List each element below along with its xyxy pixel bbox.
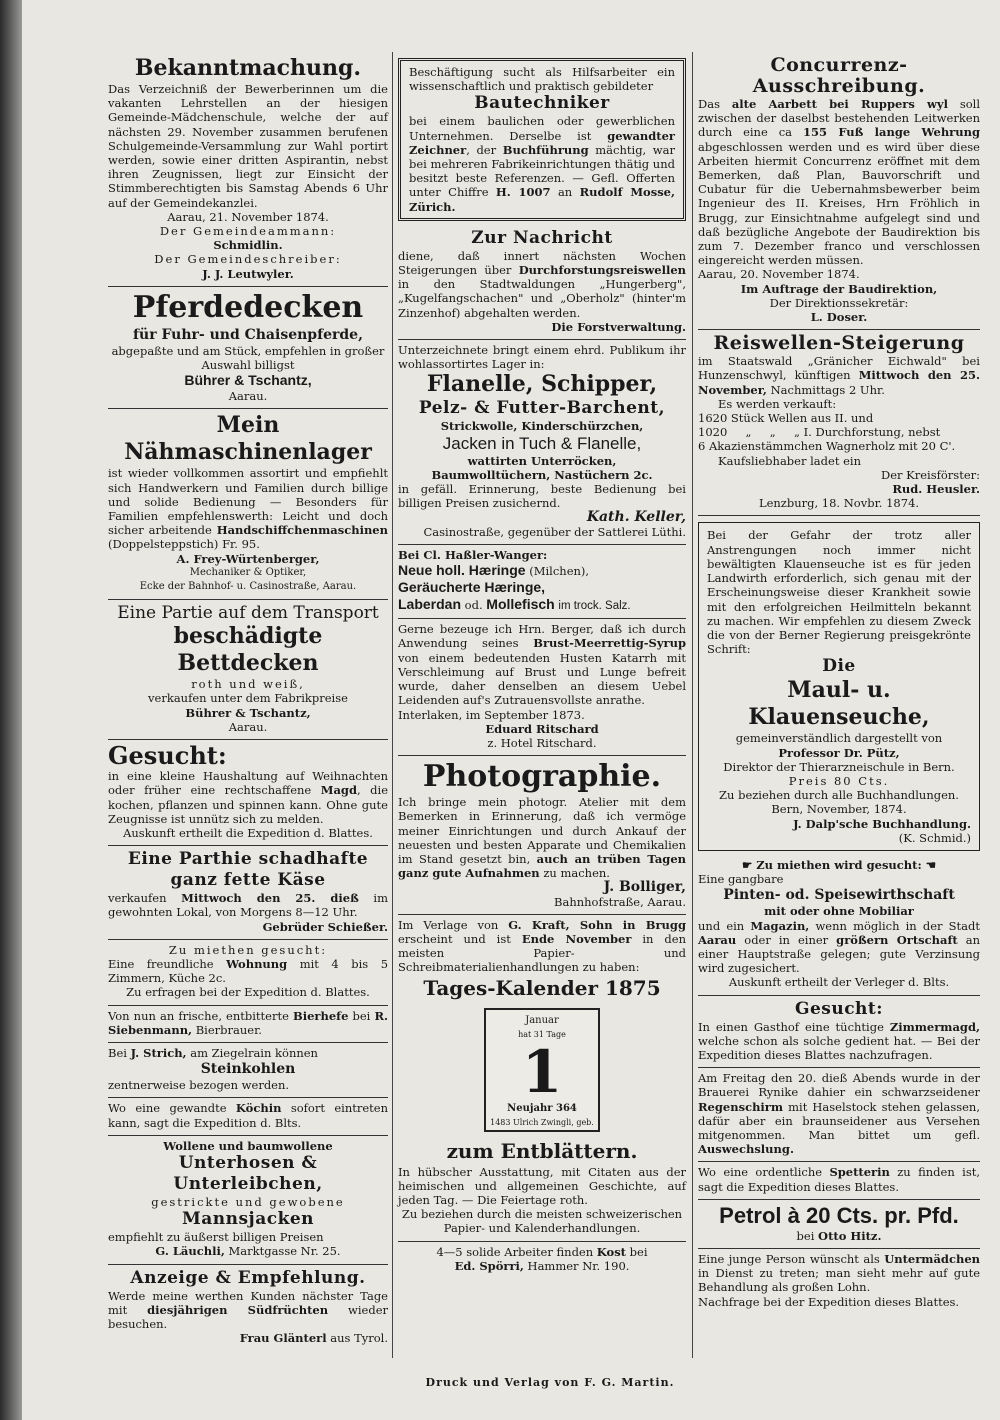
ad-address: Hammer Nr. 190. xyxy=(527,1258,630,1273)
ad-anzeige xyxy=(108,1265,388,1351)
ad-text: wieder besuchen. xyxy=(108,1302,388,1331)
ad-text: Wo eine ordentliche xyxy=(698,1165,823,1180)
calendar-day-name: Neujahr 364 xyxy=(507,1102,577,1114)
ad-body xyxy=(398,795,686,880)
ad-bold-text: 155 Fuß lange Wehrung xyxy=(803,125,981,140)
ad-petrol xyxy=(698,1200,980,1249)
ad-body xyxy=(108,891,388,919)
ad-firm: Ed. Spörri, xyxy=(454,1258,524,1273)
ad-title: Flanelle, Schipper, xyxy=(426,371,658,398)
ad-item-name: Mollefisch xyxy=(486,596,555,613)
ad-pferdedecken xyxy=(108,287,388,410)
ad-body xyxy=(398,622,686,707)
ad-address: Bahnhofstraße, Aarau. xyxy=(554,894,686,909)
column-rule-left xyxy=(392,52,393,1358)
ad-text: welche schon als solche gedient hat. — Bei der Expedition dieses Blattes nachzufragen. xyxy=(698,1033,980,1062)
ad-text: In einen Gasthof eine tüchtige xyxy=(698,1019,884,1034)
ad-text: und ein xyxy=(698,918,745,933)
ad-title: zum Entblättern. xyxy=(446,1138,638,1163)
ad-bold-text: auch an trüben Tagen ganz gute Aufnahmen xyxy=(398,851,687,881)
ad-bold-text: Handschiffchenmaschinen xyxy=(216,523,388,538)
ad-body: In hübscher Ausstattung, mit Citaten aus der heimischen und allgemeinen Geschichte, auf jeden Tag. — Die Feiertage roth. xyxy=(398,1164,686,1207)
ad-body xyxy=(698,919,980,976)
signature-role: Der Kreisförster: xyxy=(880,467,980,482)
ad-bold-text: Brust-Meerrettig-Syrup xyxy=(533,636,686,651)
ad-bold-text: Wohnung xyxy=(226,956,288,971)
ad-text: zu machen. xyxy=(543,866,610,881)
ad-kaese xyxy=(108,846,388,940)
ad-title: Pelz- & Futter-Barchent, xyxy=(418,398,666,419)
ad-bekanntmachung xyxy=(108,52,388,287)
ad-subtitle: für Fuhr- und Chaisenpferde, xyxy=(133,326,363,343)
ad-body xyxy=(698,354,980,397)
ad-heading xyxy=(698,858,980,872)
ad-body xyxy=(108,1046,388,1060)
ad-bold-text: gewandter Zeichner xyxy=(409,128,675,157)
ad-body xyxy=(698,1020,980,1063)
ad-regenschirm xyxy=(698,1068,980,1162)
ad-address: Casinostraße, gegenüber der Sattlerei Lüthi. xyxy=(423,524,686,539)
ad-text: Gerne bezeuge ich Hrn. Berger, daß ich durch Anwendung seines xyxy=(398,622,686,651)
ad-bold-text: größern Ortschaft xyxy=(836,932,958,947)
ad-body xyxy=(108,1101,388,1129)
ad-spetterin xyxy=(698,1162,980,1199)
ad-date: Interlaken, im September 1873. xyxy=(398,707,585,722)
ad-firm: J. Strich, xyxy=(130,1045,187,1060)
ad-info: Auskunft ertheilt die Expedition d. Blattes. xyxy=(123,825,373,840)
ad-text: mit Haselstock stehen gelassen, dafür aber ein braunseidener aus Versehen mitgenommen. Man bittet um gefl. xyxy=(698,1099,980,1142)
ad-firm: G. Kraft, Sohn in Brugg xyxy=(508,917,686,932)
ad-text: Am Freitag den 20. dieß Abends wurde in der Brauerei Rynike dahier ein schwarzseidener xyxy=(698,1071,980,1100)
ad-title: Pinten- od. Speisewirthschaft xyxy=(723,887,955,904)
ad-text: von einem bedeutenden Husten Katarrh mit Verschleimung auf Brust und Lunge befreit wurde, daher denselben an diesem Uebel Leidenden auf's Zutrauensvollste anrathe. xyxy=(398,650,686,708)
ad-signature xyxy=(108,1331,388,1345)
ad-role: Direktor der Thierarzneischule in Bern. xyxy=(723,759,955,774)
ad-body: Zu beziehen durch alle Buchhandlungen. xyxy=(719,788,959,803)
ad-line: Kaufsliebhaber ladet ein xyxy=(718,453,861,468)
calendar-page-illustration xyxy=(484,1008,600,1132)
ad-bold-text: Untermädchen xyxy=(884,1252,981,1266)
ad-untermaedchen xyxy=(698,1249,980,1314)
ad-line: 1020 „ „ „ I. Durchforstung, nebst xyxy=(698,425,941,440)
ad-price: Preis 80 Cts. xyxy=(788,773,890,788)
signature-role: Der Direktionssekretär: xyxy=(769,295,909,310)
ad-firm: Bührer & Tschantz, xyxy=(185,705,311,720)
ad-chiffre: H. 1007 xyxy=(495,185,551,200)
ad-body: Unterzeichnete bringt einem ehrd. Publikum ihr wohlassortirtes Lager in: xyxy=(398,343,686,372)
ad-body xyxy=(108,769,388,826)
ad-title: Mannsjacken xyxy=(181,1209,315,1230)
ad-firm: A. Frey-Würtenberger, xyxy=(176,551,320,566)
ad-item-name: Neue holl. Hæringe xyxy=(398,562,526,579)
ad-signature: Die Forstverwaltung. xyxy=(551,319,686,334)
ad-title: Zur Nachricht xyxy=(471,227,613,248)
ad-bautechniker xyxy=(398,58,686,221)
ad-kalender xyxy=(398,915,686,1242)
ad-text: Nachmittags 2 Uhr. xyxy=(770,382,885,397)
ad-text: abgeschlossen werden und es wird über diese Arbeiten hiermit Concurrenz eröffnet mit dem Bemerken, daß Plan, Bauvorschrift und Cubatur für die Uebernahmsbewerber beim Ingenieur des II. Kreises, Hrn Fröhlich in Brugg, zur Einsichtnahme aufgelegt sind und daß bezügliche Angebote der Baudirektion bis zum 7. Dezember franco und verschlossen eingereicht werden müssen. xyxy=(698,139,980,268)
ad-text: oder in einer xyxy=(744,932,829,947)
ad-place: Aarau. xyxy=(228,389,268,404)
ad-place: aus Tyrol. xyxy=(330,1331,388,1346)
ad-title: Gesucht: xyxy=(794,998,884,1019)
ad-body xyxy=(698,97,980,267)
ad-photographie xyxy=(398,756,686,915)
ad-gesucht-magd xyxy=(108,740,388,846)
ad-bold-text: Ende November xyxy=(521,931,632,946)
ad-title: Photographie. xyxy=(422,759,662,795)
ad-bold-text: Kost xyxy=(596,1244,626,1259)
ad-nachricht xyxy=(398,225,686,340)
ad-text: , die kochen, pflanzen und spinnen kann. Ohne gute Zeugnisse ist unnütz sich zu melden. xyxy=(108,783,389,826)
signature-role: Der Gemeindeschreiber: xyxy=(154,252,342,267)
signature-role: Der Gemeindeammann: xyxy=(159,224,337,239)
ad-flanelle xyxy=(398,340,686,545)
ad-text: in den meisten Papier- und Schreibmaterialienhandlungen zu haben: xyxy=(398,931,686,975)
ad-body xyxy=(698,1252,980,1295)
ad-text: mit 4 bis 5 Zimmern, Küche 2c. xyxy=(108,956,389,986)
ad-signature: Eduard Ritschard xyxy=(485,721,599,736)
ad-body xyxy=(108,1289,388,1332)
ad-text: soll zwischen der daselbst bestehenden Leitwerken durch eine ca xyxy=(698,97,981,140)
ad-body xyxy=(108,957,388,985)
ad-title: Mein Nähmaschinenlager xyxy=(124,412,372,466)
ad-title: ganz fette Käse xyxy=(170,870,326,891)
ad-wohnung xyxy=(108,940,388,1006)
ad-firm: Otto Hitz. xyxy=(818,1228,882,1243)
column-rule-right xyxy=(692,52,693,1358)
ad-signature xyxy=(108,1244,388,1258)
ad-role: Mechaniker & Optiker, xyxy=(189,566,307,578)
ad-firm: Kath. Keller, xyxy=(586,509,686,526)
ad-text: mächtig, war bei mehreren Fabrikeinrichtungen thätig und besitzt beste Referenzen. — Gefl. Offerten unter Chiffre xyxy=(409,142,676,200)
ad-date: Bern, November, 1874. xyxy=(771,802,907,817)
ad-bold-text: Bierhefe xyxy=(293,1008,349,1023)
ad-firm: (K. Schmid.) xyxy=(898,830,971,845)
ad-firm: Bührer & Tschantz, xyxy=(184,372,312,389)
ad-line: gestrickte und gewobene xyxy=(151,1194,345,1209)
ad-title: Eine Parthie schadhafte xyxy=(127,849,369,870)
ad-body: Zu beziehen durch die meisten schweizerischen Papier- und Kalenderhandlungen. xyxy=(401,1207,683,1236)
ad-date: Aarau, 21. November 1874. xyxy=(167,209,329,224)
ad-address: Ecke der Bahnhof- u. Casinostraße, Aarau. xyxy=(139,581,357,593)
ad-title: Bautechniker xyxy=(474,93,610,114)
ad-bold-text: Zimmermagd, xyxy=(889,1019,980,1034)
ad-text: Bei xyxy=(108,1045,127,1060)
ad-item-name: Laberdan xyxy=(398,596,462,613)
ad-text: Wo eine gewandte xyxy=(108,1101,227,1116)
ad-speisewirthschaft xyxy=(698,855,980,996)
ad-syrup xyxy=(398,619,686,756)
ad-title: Petrol à 20 Cts. pr. Pfd. xyxy=(719,1202,959,1228)
ad-bold-text: Mittwoch den 25. dieß xyxy=(181,891,359,906)
ad-bold-text: Magd xyxy=(320,783,358,798)
ad-text: Werde meine werthen Kunden nächster Tage mit xyxy=(108,1288,388,1317)
ad-body: roth und weiß, xyxy=(191,677,305,692)
ad-text: Eine junge Person wünscht als xyxy=(698,1252,880,1266)
ad-firm: J. Bolliger, xyxy=(603,879,686,896)
ad-koechin xyxy=(108,1098,388,1135)
ad-text: Eine freundliche xyxy=(108,956,214,971)
ad-body xyxy=(698,1071,980,1156)
ad-naehmaschinen xyxy=(108,409,388,600)
ad-bold-text: diesjährigen Südfrüchten xyxy=(147,1302,329,1317)
ad-zimmermagd xyxy=(698,996,980,1069)
ad-body: Eine gangbare xyxy=(698,872,784,887)
ad-bettdecken xyxy=(108,600,388,740)
ad-reiswellen xyxy=(698,330,980,516)
ad-text: erscheint und ist xyxy=(398,931,511,946)
calendar-subtitle: hat 31 Tage xyxy=(518,1029,566,1039)
ad-info: Nachfrage bei der Expedition dieses Blattes. xyxy=(698,1294,960,1309)
column-middle xyxy=(398,52,686,1278)
ad-text: Das xyxy=(698,97,720,111)
ad-item-note: im trock. Salz. xyxy=(558,600,631,613)
ad-unterhosen xyxy=(108,1136,388,1265)
ad-text: in eine kleine Haushaltung auf Weihnachten oder früher eine rechtschaffene xyxy=(108,769,388,798)
printer-imprint: Druck und Verlag von F. G. Martin. xyxy=(425,1376,675,1389)
pointing-hand-icon: ☛ xyxy=(741,857,753,872)
ad-title: Jacken in Tuch & Flanelle, xyxy=(442,433,642,453)
ad-body xyxy=(698,1165,980,1193)
ad-firm: J. Dalp'sche Buchhandlung. xyxy=(793,816,971,831)
ad-title: Reiswellen-Steigerung xyxy=(713,332,965,355)
ad-bierhefe xyxy=(108,1006,388,1043)
ad-role: Bierbrauer. xyxy=(195,1022,262,1037)
ad-heading: Zu miethen gesucht: xyxy=(168,942,328,957)
ad-kost xyxy=(398,1242,686,1278)
ad-bold-text: Auswechslung. xyxy=(698,1142,794,1157)
ad-body xyxy=(398,249,686,320)
ad-info: Zu erfragen bei der Expedition d. Blattes. xyxy=(126,985,370,1000)
ad-text: am Ziegelrain können xyxy=(190,1045,318,1060)
signature-name: Rud. Heusler. xyxy=(892,482,980,497)
ad-body: Beschäftigung sucht als Hilfsarbeiter ein wissenschaftlich und praktisch gebildeter xyxy=(409,65,675,94)
ad-title: Steinkohlen xyxy=(200,1061,296,1078)
ad-line: mit oder ohne Mobiliar xyxy=(764,904,914,919)
ad-title: Tages-Kalender 1875 xyxy=(423,975,661,1000)
ad-text: Von nun an frische, entbitterte xyxy=(108,1008,289,1023)
ad-body xyxy=(398,1245,686,1259)
ad-line: wattirten Unterröcken, xyxy=(467,453,617,468)
ad-text: bei einem baulichen oder gewerblichen Unternehmen. Derselbe ist xyxy=(409,114,675,143)
ad-signature xyxy=(698,1229,980,1243)
ad-bold-text: Aarau xyxy=(698,932,737,947)
ad-line: Es werden verkauft: xyxy=(718,396,837,411)
ad-title: Bekanntmachung. xyxy=(134,55,362,81)
ad-date: Aarau, 20. November 1874. xyxy=(698,267,860,282)
ad-firm: Rudolf Mosse, Zürich. xyxy=(409,185,675,214)
ad-body: gemeinverständlich dargestellt von xyxy=(735,731,943,746)
ad-text: an xyxy=(557,185,573,200)
ad-bold-text: Regenschirm xyxy=(698,1099,784,1114)
ad-haeringe xyxy=(398,545,686,619)
ad-text: im gewohnten Lokal, von Morgens 8—12 Uhr. xyxy=(108,891,389,920)
ad-text: sofort eintreten kann, sagt die Expedition d. Blts. xyxy=(108,1101,389,1130)
column-left xyxy=(108,52,388,1350)
ad-firm: Gebrüder Schießer. xyxy=(262,919,388,934)
ad-text: , der xyxy=(466,142,497,157)
ad-line: Strickwolle, Kinderschürzchen, xyxy=(440,419,644,434)
ad-text: diene, daß innert nächsten Wochen Steigerungen über xyxy=(398,248,686,278)
ad-steinkohlen xyxy=(108,1043,388,1098)
ad-text: 4—5 solide Arbeiter finden xyxy=(436,1244,594,1259)
pointing-hand-icon: ☚ xyxy=(925,857,937,872)
ad-title: beschädigte Bettdecken xyxy=(173,623,323,677)
ad-body: in gefäll. Erinnerung, beste Bedienung bei billigen Preisen zusichernd. xyxy=(398,482,686,511)
ad-text: zentnerweise bezogen werden. xyxy=(108,1078,290,1093)
ad-address: Marktgasse Nr. 25. xyxy=(228,1244,341,1259)
ad-title: Pferdedecken xyxy=(132,289,364,325)
page-binding-edge xyxy=(0,0,22,1420)
ad-line: Die xyxy=(822,656,856,677)
ad-line: Baumwolltüchern, Nastüchern 2c. xyxy=(431,467,653,482)
ad-title: Maul- u. Klauenseuche, xyxy=(748,677,930,731)
ad-text: im Staatswald „Gränicher Eichwald" bei Hunzenschwyl, künftigen xyxy=(698,354,980,383)
ad-line: Eine Partie auf dem Transport xyxy=(117,603,379,624)
ad-place: Aarau. xyxy=(228,719,268,734)
ad-text: (Doppelsteppstich) Fr. 95. xyxy=(108,537,260,552)
ad-heading-text: Zu miethen wird gesucht: xyxy=(756,857,922,872)
ad-body xyxy=(409,114,675,213)
ad-text: bei xyxy=(796,1228,815,1243)
ad-info: Auskunft ertheilt der Verleger d. Blts. xyxy=(728,975,950,990)
ad-firm: R. Siebenmann, xyxy=(108,1008,389,1037)
ad-text: zu finden ist, sagt die Expedition dieses Blattes. xyxy=(698,1165,980,1194)
ad-bold-text: Köchin xyxy=(235,1101,282,1116)
ad-body: verkaufen unter dem Fabrikpreise xyxy=(148,691,348,706)
ad-text: wenn möglich in der Stadt xyxy=(815,918,980,933)
ad-text: bei xyxy=(352,1008,371,1023)
ad-title: Gesucht: xyxy=(108,741,227,771)
ad-item-note: (Milchen), xyxy=(529,564,590,579)
ad-bold-text: Buchführung xyxy=(502,142,589,157)
ad-text: verkaufen xyxy=(108,891,167,906)
signature-name: Schmidlin. xyxy=(213,238,283,253)
ad-line: Bei Cl. Haßler-Wanger: xyxy=(398,547,548,562)
ad-text: Ich bringe mein photogr. Atelier mit dem Bemerken in Erinnerung, daß ich vermöge meiner Einrichtungen und durch Ankauf der neuesten und besten Apparate und Chemikalien im Stand gesetzt bin, xyxy=(398,795,686,866)
ad-body: empfiehlt zu äußerst billigen Preisen xyxy=(108,1230,324,1245)
ad-bold-text: Spetterin xyxy=(829,1165,890,1180)
ad-klauenseuche xyxy=(698,522,980,850)
signature-name: J. J. Leutwyler. xyxy=(202,266,294,281)
ad-firm: G. Läuchli, xyxy=(155,1244,225,1259)
ad-bold-text: Durchforstungsreiswellen xyxy=(518,263,687,278)
ad-authority: Im Auftrage der Baudirektion, xyxy=(740,281,938,296)
ad-concurrenz xyxy=(698,52,980,330)
ad-item xyxy=(398,562,686,579)
ad-firm: Frau Glänterl xyxy=(239,1331,327,1346)
ad-text: ist wieder vollkommen assortirt und empfiehlt sich Handwerkern und Familien durch billige und solide Bedienung — Besonders für Familien empfehlenswerth: Leicht und doch sicher arbeitende xyxy=(108,466,388,538)
ad-body xyxy=(398,918,686,975)
ad-title: Unterhosen & Unterleibchen, xyxy=(173,1152,323,1194)
ad-bold-text: alte Aarbett bei Ruppers wyl xyxy=(731,97,948,111)
ad-item: Geräucherte Hæringe, xyxy=(398,579,546,596)
ad-text: in Dienst zu treten; man sieht mehr auf gute Behandlung als großen Lohn. xyxy=(698,1266,980,1295)
ad-body: abgepaßte und am Stück, empfehlen in großer Auswahl billigst xyxy=(111,343,385,373)
ad-text: Im Verlage von xyxy=(398,917,499,932)
ad-body: Bei der Gefahr der trotz aller Anstrengungen noch immer nicht bewältigten Klauenseuche ist es für jeden Landwirth erforderlich, sich genau mit der Erscheinungsweise dieser Krankheit sowie mit den erfolgreichen Heilmitteln bekannt zu machen. Wir empfehlen zu diesem Zweck die von der Berner Regierung preisgekrönte Schrift: xyxy=(707,528,971,657)
ad-date: Lenzburg, 18. Novbr. 1874. xyxy=(758,496,920,511)
ad-text: an einer Hauptstraße gelegen; gute Verzinsung wird zugesichert. xyxy=(698,932,980,976)
signature-name: L. Doser. xyxy=(810,310,868,325)
ad-text: in den Stadtwaldungen „Hungerberg", „Kugelfangschachen" und „Oberholz" (hinter'm Zinzenhof) abgehalten werden. xyxy=(398,277,686,320)
ad-bold-text: Mittwoch den 25. November, xyxy=(698,368,981,397)
ad-title: Anzeige & Empfehlung. xyxy=(130,1267,366,1288)
calendar-note: 1483 Ulrich Zwingli, geb. xyxy=(490,1118,594,1128)
calendar-month: Januar xyxy=(525,1014,559,1026)
ad-signature xyxy=(398,1259,686,1273)
ad-bold-text: Magazin, xyxy=(750,918,810,933)
ad-author: Professor Dr. Pütz, xyxy=(778,745,900,760)
ad-body xyxy=(108,466,388,551)
column-right xyxy=(698,52,980,1314)
ad-line: 1620 Stück Wellen aus II. und xyxy=(698,411,874,426)
ad-item-note: od. xyxy=(464,598,483,613)
ad-title: Concurrenz-Ausschreibung. xyxy=(752,54,926,97)
ad-body xyxy=(108,1009,388,1037)
ad-address: z. Hotel Ritschard. xyxy=(487,735,597,750)
ad-text: bei xyxy=(629,1244,648,1259)
ad-body: Das Verzeichniß der Bewerberinnen um die vakanten Lehrstellen an der hiesigen Gemeinde-Mädchenschule, welche der auf nächsten 29. November zusammen berufenen Schulgemeinde-Versammlung zur Wahl portirt werden, sowie einer dritten Aspirantin, nebst ihren Zeugnissen, liegt zur Einsicht der Stimmberechtigten bis Samstag Abends 6 Uhr auf der Gemeindekanzlei. xyxy=(108,82,388,210)
ad-line: Wollene und baumwollene xyxy=(163,1138,333,1153)
ad-line: 6 Akazienstämmchen Wagnerholz mit 20 C'. xyxy=(698,439,956,454)
ad-item xyxy=(398,596,686,613)
calendar-day: 1 xyxy=(521,1037,563,1106)
